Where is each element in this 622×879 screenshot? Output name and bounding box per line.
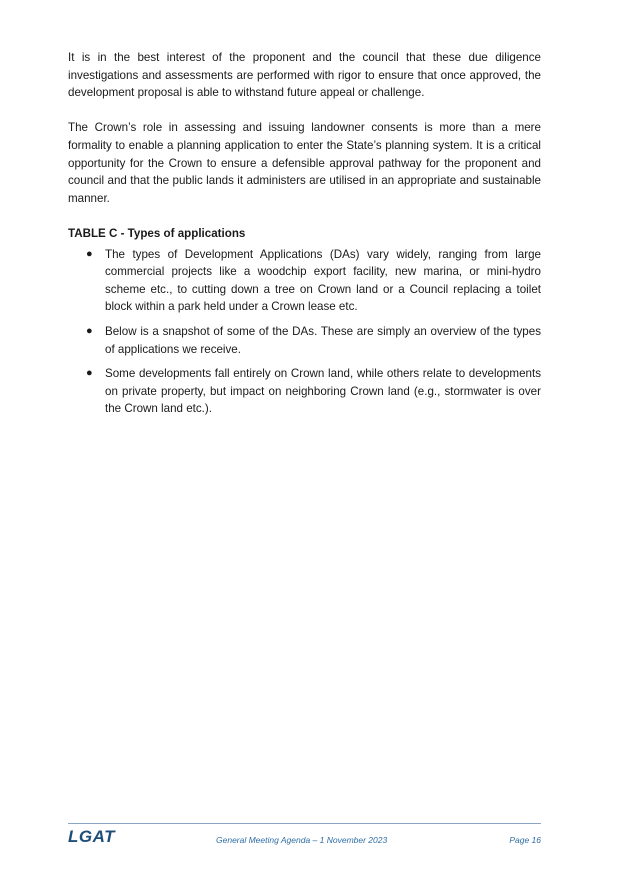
list-item bbox=[68, 246, 541, 316]
list-item bbox=[68, 323, 541, 358]
list-item-text: Below is a snapshot of some of the DAs. These are simply an overview of the types of applications we receive. bbox=[105, 324, 541, 356]
types-of-applications-list bbox=[68, 246, 541, 418]
footer-meeting-title: General Meeting Agenda – 1 November 2023 bbox=[216, 835, 388, 845]
list-item bbox=[68, 365, 541, 418]
list-item-text: The types of Development Applications (DAs) vary widely, ranging from large commercial projects like a woodchip export facility, new marina, or mini-hydro scheme etc., to cutting down a tree on Crown land or a Council replacing a toilet block within a park held under a Crown lease etc. bbox=[105, 247, 541, 314]
footer-page-number: Page 16 bbox=[509, 835, 541, 845]
paragraph-due-diligence: It is in the best interest of the proponent and the council that these due diligence investigations and assessments are performed with rigor to ensure that once approved, the development proposal is able to withstand future appeal or challenge. bbox=[68, 51, 541, 100]
footer-logo: LGAT bbox=[68, 827, 116, 846]
table-c-heading: TABLE C - Types of applications bbox=[68, 226, 246, 240]
bullet-icon: ● bbox=[86, 247, 93, 260]
page-content bbox=[68, 49, 541, 425]
paragraph-crown-role: The Crown’s role in assessing and issuing landowner consents is more than a mere formality to enable a planning application to enter the State’s planning system. It is a critical opportunity for the Crown to ensure a defensible approval pathway for the proponent and council and that the public lands it administers are utilised in an appropriate and sustainable manner. bbox=[68, 121, 541, 205]
footer-divider bbox=[68, 823, 541, 824]
bullet-icon: ● bbox=[86, 324, 93, 337]
list-item-text: Some developments fall entirely on Crown land, while others relate to developments on private property, but impact on neighboring Crown land (e.g., stormwater is over the Crown land etc.). bbox=[105, 367, 541, 416]
bullet-icon: ● bbox=[86, 367, 93, 380]
